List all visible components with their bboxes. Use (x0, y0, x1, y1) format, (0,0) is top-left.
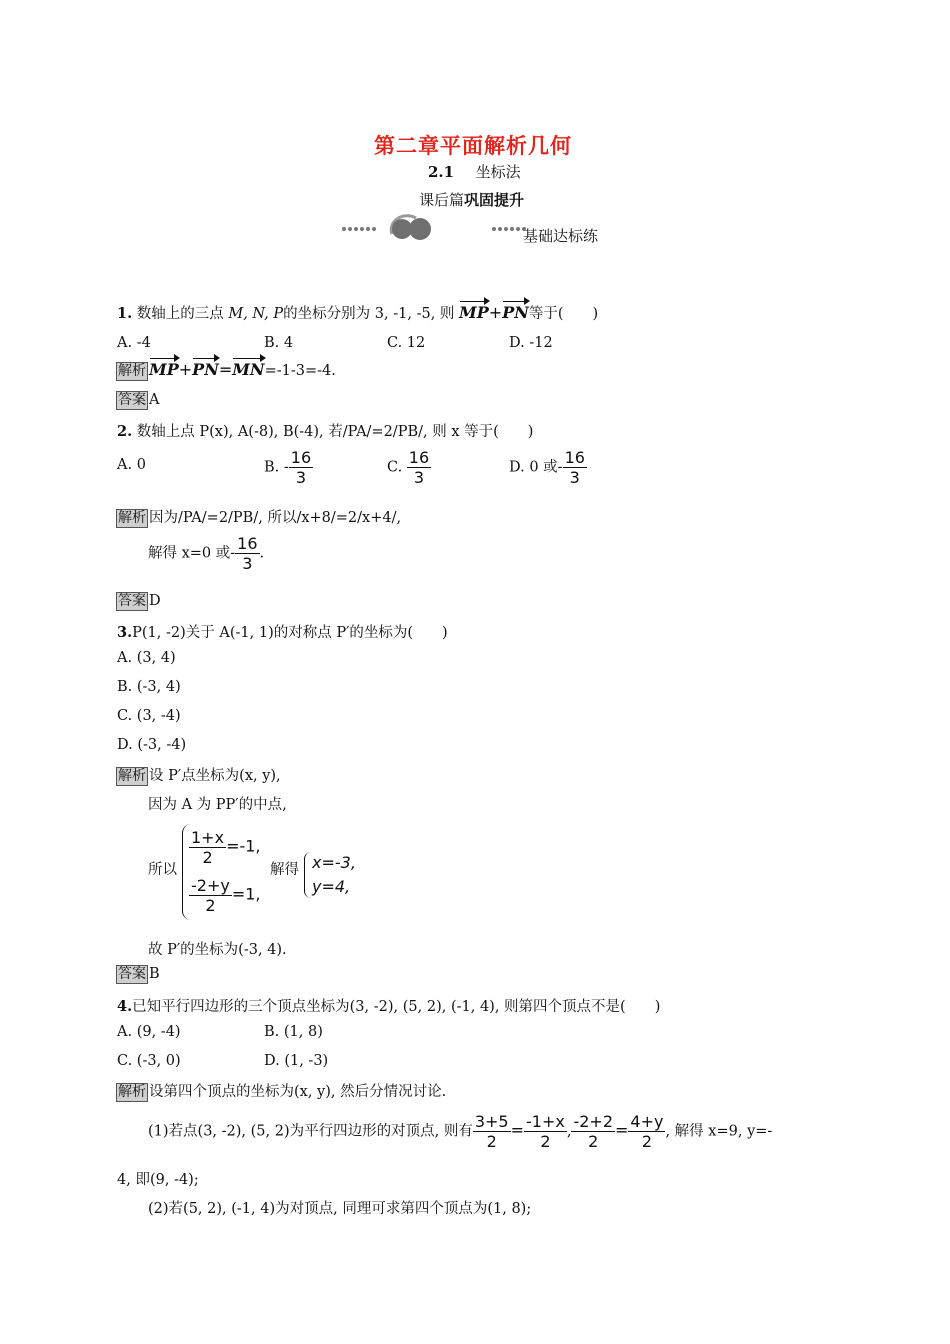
q3-solution-1: x=-3, (312, 853, 356, 872)
q2-option-c-prefix: C. (387, 459, 403, 476)
q2-stem (117, 420, 533, 441)
q2-analysis-line1: 因为/PA/=2/PB/, 所以/x+8/=2/x+4/, (149, 510, 402, 526)
answer-label: 答案 (118, 966, 146, 982)
q2-option-b (264, 448, 313, 487)
q4-option-a: A. (9, -4) (117, 1024, 181, 1040)
q4-f2-den: 2 (540, 1132, 551, 1151)
q3-answer-value: B (149, 966, 160, 982)
q4-f1-den: 2 (486, 1132, 497, 1151)
answer-label: 答案 (118, 593, 146, 609)
section-number: 2.1 (428, 163, 455, 181)
q3-eq1-rhs: =-1, (226, 836, 261, 856)
q4-eq-1: = (510, 1120, 525, 1140)
q4-option-d: D. (1, -3) (264, 1053, 329, 1069)
q2-option-c (387, 448, 431, 487)
q2-number: 2. (117, 423, 133, 440)
q2-analysis-line2 (148, 534, 264, 573)
q4-f3-num: -2+2 (573, 1112, 613, 1131)
q1-analysis-vector-pn: PN (192, 360, 219, 379)
q3-stem-text: P(1, -2)关于 A(-1, 1)的对称点 P′的坐标为( ) (132, 625, 448, 641)
q3-eq2-num: -2+y (191, 876, 230, 895)
q2-analysis (116, 506, 401, 528)
q4-eq-2: = (615, 1120, 629, 1140)
q1-option-b: B. 4 (264, 335, 294, 351)
q1-analysis-vector-mp: MP (149, 360, 179, 379)
subtitle-bold: 巩固提升 (464, 191, 525, 209)
q3-stem (117, 621, 448, 642)
q1-stem (117, 302, 598, 323)
q4-number: 4. (117, 998, 133, 1015)
q3-solution-2: y=4, (312, 877, 351, 896)
q2-option-d-num: 16 (564, 448, 585, 467)
q2-answer-value: D (149, 593, 161, 609)
q4-comma: , (566, 1123, 572, 1140)
analysis-label: 解析 (118, 768, 146, 784)
q3-eq1-den: 2 (202, 848, 213, 867)
q3-option-a: A. (3, 4) (117, 650, 176, 666)
q4-case1-line2: 4, 即(9, -4); (117, 1172, 199, 1188)
q3-option-d: D. (-3, -4) (117, 737, 187, 753)
q3-answer (116, 965, 160, 984)
q3-solution-brace (304, 852, 311, 898)
q4-f4-den: 2 (641, 1132, 653, 1151)
q1-stem-b: 的坐标分别为 3, -1, -5, 则 (283, 306, 455, 322)
q2-analysis-end: . (259, 545, 265, 562)
analysis-label: 解析 (118, 510, 146, 526)
q2-option-c-den: 3 (413, 468, 425, 487)
q3-analysis-line4: 故 P′的坐标为(-3, 4). (148, 942, 287, 958)
q2-option-b-den: 3 (295, 468, 307, 487)
q4-stem (117, 995, 660, 1016)
analysis-label: 解析 (118, 363, 146, 379)
q3-solve-label: 解得 (270, 862, 299, 878)
q4-case1-pre: (1)若点(3, -2), (5, 2)为平行四边形的对顶点, 则有 (148, 1123, 473, 1140)
q3-number: 3. (117, 624, 133, 641)
q3-eq2-rhs: =1, (231, 884, 261, 904)
q2-option-d-prefix: D. 0 或- (509, 459, 563, 476)
q2-analysis-den: 3 (242, 554, 253, 573)
q3-analysis (116, 764, 281, 786)
q1-stem-a: 数轴上的三点 (136, 306, 224, 322)
section-name: 坐标法 (475, 163, 521, 181)
section-heading (428, 161, 521, 182)
q4-f1-num: 3+5 (474, 1112, 509, 1131)
q2-analysis-num: 16 (237, 534, 258, 553)
q1-analysis-plus: + (178, 360, 193, 379)
banner-label: 基础达标练 (523, 227, 599, 245)
q4-case1 (148, 1112, 772, 1151)
answer-label: 答案 (118, 392, 146, 408)
q1-number: 1. (117, 305, 133, 322)
q1-points: M, N, P (228, 306, 284, 322)
q2-option-d (509, 448, 587, 487)
analysis-label: 解析 (118, 1084, 146, 1100)
q3-analysis-line1: 设 P′点坐标为(x, y), (149, 768, 281, 784)
q4-f4-num: 4+y (630, 1112, 664, 1131)
q4-case2: (2)若(5, 2), (-1, 4)为对顶点, 同理可求第四个顶点为(1, 8); (148, 1201, 532, 1217)
q3-option-c: C. (3, -4) (117, 708, 181, 724)
q3-so: 所以 (148, 862, 177, 878)
q2-option-a: A. 0 (117, 457, 146, 473)
q1-option-a: A. -4 (117, 335, 151, 351)
q4-analysis (116, 1080, 446, 1102)
q3-eq1-num: 1+x (191, 828, 225, 847)
q1-option-c: C. 12 (387, 335, 426, 351)
q2-option-c-num: 16 (408, 448, 430, 467)
chapter-title: 第二章平面解析几何 (374, 133, 572, 158)
q1-answer-value: A (149, 392, 160, 408)
q2-option-b-num: 16 (290, 448, 312, 467)
q1-analysis-eq: = (218, 360, 233, 379)
q2-stem-text: 数轴上点 P(x), A(-8), B(-4), 若/PA/=2/PB/, 则 x 等于( ) (136, 424, 534, 440)
q1-analysis-vector-mn: MN (232, 360, 265, 379)
q1-vector-pn: PN (502, 303, 529, 322)
q3-eq2-den: 2 (205, 896, 216, 915)
q4-analysis-line1: 设第四个顶点的坐标为(x, y), 然后分情况讨论. (149, 1084, 447, 1100)
q3-analysis-line2: 因为 A 为 PP′的中点, (148, 797, 287, 813)
subtitle (419, 189, 524, 210)
q1-option-d: D. -12 (509, 335, 553, 351)
q1-analysis (116, 360, 336, 381)
q1-plus: + (488, 303, 503, 322)
q4-f2-num: -1+x (526, 1112, 565, 1131)
q4-option-c: C. (-3, 0) (117, 1053, 181, 1069)
q3-option-b: B. (-3, 4) (117, 679, 181, 695)
subtitle-plain: 课后篇 (419, 191, 465, 209)
q2-answer (116, 592, 161, 611)
q4-f3-den: 2 (588, 1132, 599, 1151)
q4-stem-text: 已知平行四边形的三个顶点坐标为(3, -2), (5, 2), (-1, 4), 则第四个顶点不是( ) (132, 999, 661, 1015)
q4-case1-post: , 解得 x=9, y=- (665, 1123, 773, 1140)
q3-equation-1 (189, 828, 261, 867)
q2-option-d-den: 3 (569, 468, 580, 487)
q1-stem-end: 等于( ) (528, 306, 599, 322)
q1-analysis-tail: =-1-3=-4. (264, 363, 336, 379)
q4-option-b: B. (1, 8) (264, 1024, 323, 1040)
q2-analysis-solve: 解得 x=0 或- (148, 545, 236, 562)
q1-answer (116, 391, 159, 410)
q1-vector-mp: MP (459, 303, 489, 322)
q3-equation-2 (189, 876, 261, 915)
q2-option-b-prefix: B. - (264, 459, 289, 476)
